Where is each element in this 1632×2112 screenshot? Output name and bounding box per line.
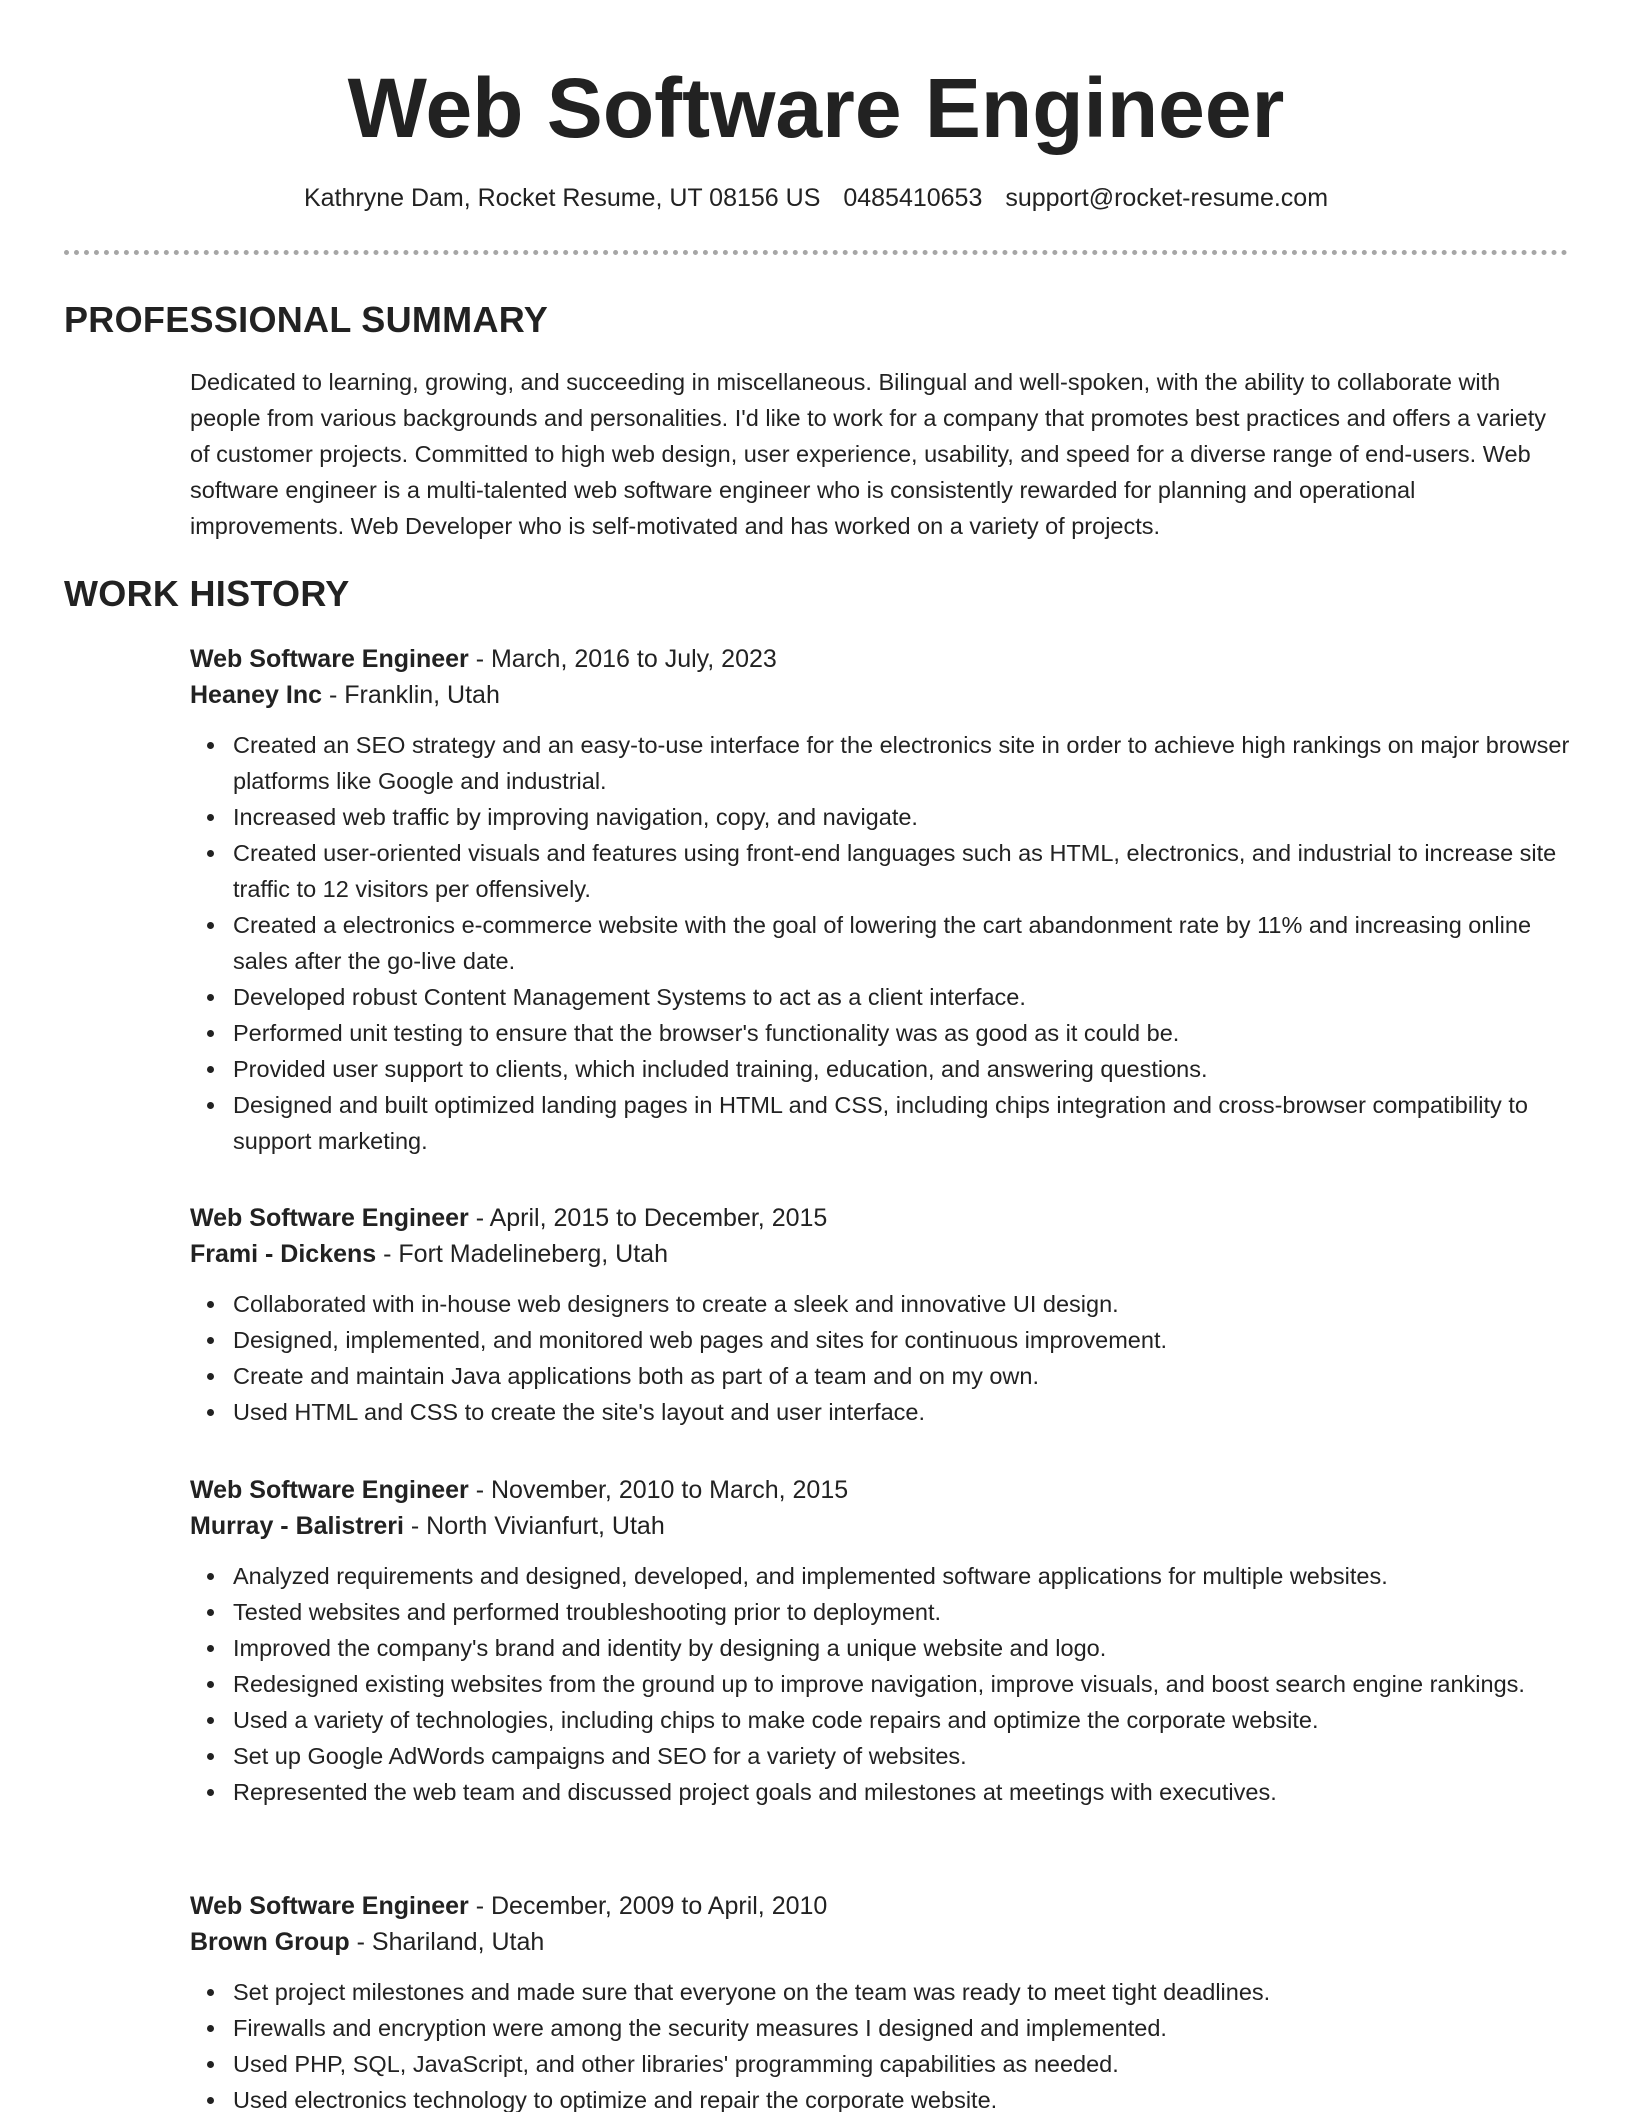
bullet-icon	[207, 1789, 214, 1796]
bullet-icon	[207, 1573, 214, 1580]
job-title-line	[190, 641, 1570, 677]
bullet-icon	[207, 1102, 214, 1109]
job-entry	[190, 1200, 1570, 1430]
job-title: Web Software Engineer	[190, 1476, 469, 1504]
work-history-heading: WORK HISTORY	[64, 573, 350, 614]
bullet-item: Designed, implemented, and monitored web pages and sites for continuous improvement.	[190, 1322, 1570, 1358]
job-dates: - December, 2009 to April, 2010	[468, 1892, 828, 1920]
job-company-line	[190, 1236, 1570, 1274]
bullet-icon	[207, 1373, 214, 1380]
job-company-line	[190, 1924, 1570, 1962]
header-divider	[64, 250, 1568, 255]
job-location: - Shariland, Utah	[349, 1928, 545, 1956]
bullet-icon	[207, 1066, 214, 1073]
bullet-item: Set project milestones and made sure that everyone on the team was ready to meet tight deadlines.	[190, 1974, 1570, 2010]
job-company-line	[190, 1508, 1570, 1546]
bullet-icon	[207, 922, 214, 929]
job-entry	[190, 641, 1570, 1159]
bullet-item: Used HTML and CSS to create the site's layout and user interface.	[190, 1394, 1570, 1430]
contact-address: Kathryne Dam, Rocket Resume, UT 08156 US	[303, 184, 821, 212]
job-title: Web Software Engineer	[190, 1204, 469, 1232]
bullet-item: Created user-oriented visuals and features using front-end languages such as HTML, electronics, and industrial to increase site traffic to 12 visitors per offensively.	[190, 835, 1570, 907]
bullet-item: Provided user support to clients, which included training, education, and answering questions.	[190, 1051, 1570, 1087]
bullet-icon	[207, 1753, 214, 1760]
bullet-item: Increased web traffic by improving navigation, copy, and navigate.	[190, 799, 1570, 835]
bullet-icon	[207, 1337, 214, 1344]
job-location: - Fort Madelineberg, Utah	[376, 1240, 668, 1268]
bullet-item: Used a variety of technologies, including chips to make code repairs and optimize the corporate website.	[190, 1702, 1570, 1738]
job-company-line	[190, 677, 1570, 715]
job-entry	[190, 1472, 1570, 1810]
job-location: - Franklin, Utah	[322, 681, 500, 709]
job-title-line	[190, 1888, 1570, 1924]
job-company: Heaney Inc	[190, 681, 323, 709]
job-company: Brown Group	[190, 1928, 350, 1956]
bullet-item: Represented the web team and discussed project goals and milestones at meetings with executives.	[190, 1774, 1570, 1810]
job-bullets	[190, 1558, 1570, 1810]
bullet-icon	[207, 2097, 214, 2104]
bullet-icon	[207, 1681, 214, 1688]
job-title-line	[190, 1200, 1570, 1236]
contact-phone: 0485410653	[843, 184, 983, 212]
bullet-icon	[207, 1409, 214, 1416]
summary-text: Dedicated to learning, growing, and succeeding in miscellaneous. Bilingual and well-spoken, with the ability to collaborate with people from various backgrounds and personalities. I'd like to work for a company that promotes best practices and offers a variety of customer projects. Committed to high web design, user experience, usability, and speed for a diverse range of end-users. Web software engineer is a multi-talented web software engineer who is consistently rewarded for planning and operational improvements. Web Developer who is self-motivated and has worked on a variety of projects.	[190, 369, 1547, 539]
bullet-icon	[207, 2061, 214, 2068]
job-company: Murray - Balistreri	[190, 1512, 404, 1540]
bullet-icon	[207, 814, 214, 821]
job-title: Web Software Engineer	[190, 1892, 469, 1920]
bullet-item: Designed and built optimized landing pages in HTML and CSS, including chips integration and cross-browser compatibility to support marketing.	[190, 1087, 1570, 1159]
bullet-icon	[207, 1989, 214, 1996]
bullet-item: Analyzed requirements and designed, developed, and implemented software applications for multiple websites.	[190, 1558, 1570, 1594]
bullet-item: Set up Google AdWords campaigns and SEO for a variety of websites.	[190, 1738, 1570, 1774]
page-title: Web Software Engineer	[347, 61, 1285, 155]
bullet-icon	[207, 1717, 214, 1724]
job-title-line	[190, 1472, 1570, 1508]
contact-line	[0, 182, 1632, 214]
bullet-item: Tested websites and performed troubleshooting prior to deployment.	[190, 1594, 1570, 1630]
bullet-item: Redesigned existing websites from the ground up to improve navigation, improve visuals, and boost search engine rankings.	[190, 1666, 1570, 1702]
bullet-item: Firewalls and encryption were among the security measures I designed and implemented.	[190, 2010, 1570, 2046]
bullet-icon	[207, 994, 214, 1001]
bullet-item: Used electronics technology to optimize and repair the corporate website.	[190, 2082, 1570, 2112]
job-dates: - March, 2016 to July, 2023	[468, 645, 777, 673]
bullet-item: Create and maintain Java applications both as part of a team and on my own.	[190, 1358, 1570, 1394]
job-bullets	[190, 1974, 1570, 2112]
bullet-item: Used PHP, SQL, JavaScript, and other libraries' programming capabilities as needed.	[190, 2046, 1570, 2082]
job-title: Web Software Engineer	[190, 645, 469, 673]
job-dates: - November, 2010 to March, 2015	[468, 1476, 849, 1504]
job-company: Frami - Dickens	[190, 1240, 377, 1268]
bullet-item: Created an SEO strategy and an easy-to-use interface for the electronics site in order to achieve high rankings on major browser platforms like Google and industrial.	[190, 727, 1570, 799]
bullet-icon	[207, 742, 214, 749]
job-entry	[190, 1888, 1570, 2112]
bullet-item: Developed robust Content Management Systems to act as a client interface.	[190, 979, 1570, 1015]
contact-email: support@rocket-resume.com	[1005, 184, 1329, 212]
job-dates: - April, 2015 to December, 2015	[468, 1204, 828, 1232]
bullet-item: Improved the company's brand and identity by designing a unique website and logo.	[190, 1630, 1570, 1666]
job-location: - North Vivianfurt, Utah	[403, 1512, 665, 1540]
bullet-item: Performed unit testing to ensure that the browser's functionality was as good as it could be.	[190, 1015, 1570, 1051]
job-bullets	[190, 1286, 1570, 1430]
bullet-item: Created a electronics e-commerce website with the goal of lowering the cart abandonment rate by 11% and increasing online sales after the go-live date.	[190, 907, 1570, 979]
bullet-icon	[207, 1609, 214, 1616]
bullet-icon	[207, 2025, 214, 2032]
bullet-icon	[207, 1030, 214, 1037]
job-bullets	[190, 727, 1570, 1159]
bullet-icon	[207, 850, 214, 857]
summary-heading: PROFESSIONAL SUMMARY	[64, 299, 549, 340]
bullet-item: Collaborated with in-house web designers to create a sleek and innovative UI design.	[190, 1286, 1570, 1322]
bullet-icon	[207, 1301, 214, 1308]
bullet-icon	[207, 1645, 214, 1652]
